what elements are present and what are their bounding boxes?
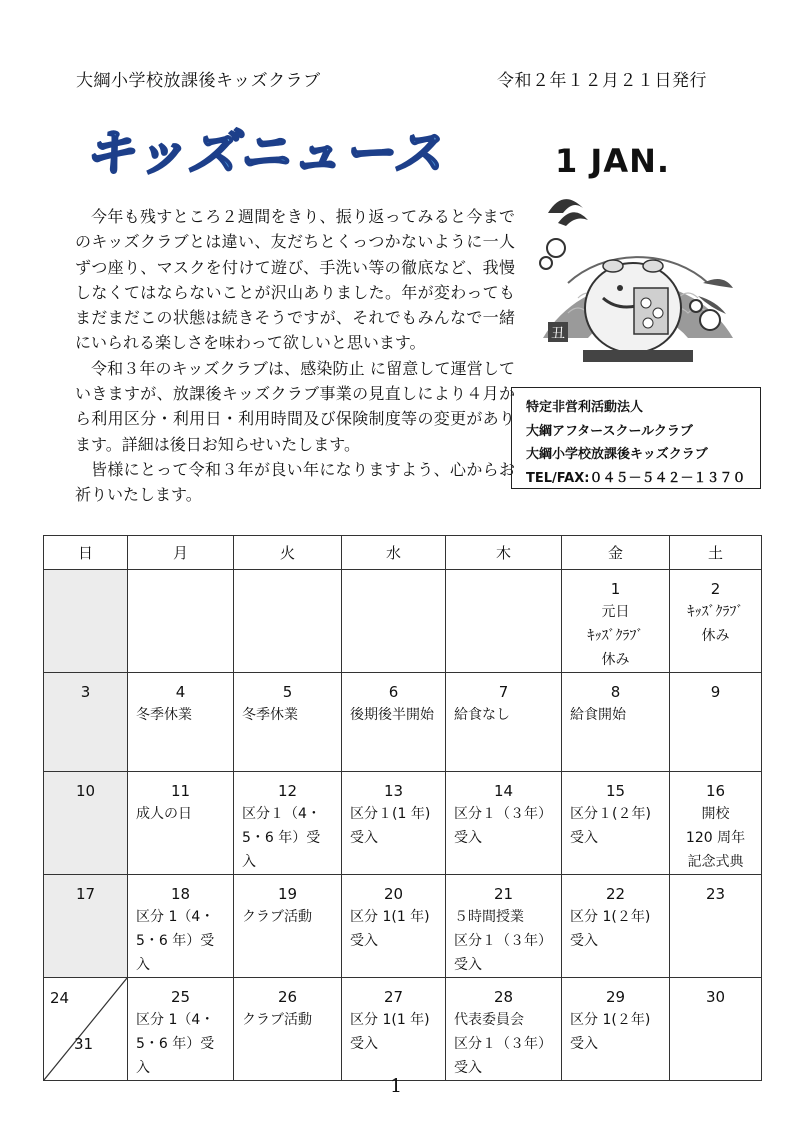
day-event: 給食開始 <box>570 707 626 723</box>
day-number: 24 <box>50 989 70 1007</box>
calendar-day-cell <box>44 570 128 673</box>
calendar-day-cell <box>342 978 446 1081</box>
day-event: ｷｯｽﾞｸﾗﾌﾞ 休み <box>687 604 744 644</box>
weekday-sat: 土 <box>670 536 762 570</box>
day-event: クラブ活動 <box>242 1012 312 1028</box>
intro-paragraph-1: 今年も残すところ２週間をきり、振り返ってみると今までのキッズクラブとは違い、友だちとくっつかないように一人ずつ座り、マスクを付けて遊び、手洗い等の徹底など、我慢しなくてはならないことが沢山ありました。年が変わってもまだまだこの状態は続きそうですが、それでもみんなで一緒にいられる楽しさを味わって欲しいと思います。 <box>75 207 515 353</box>
day-event: 区分 1（4・ 5・6 年）受 入 <box>136 909 215 973</box>
day-event: 後期後半開始 <box>350 707 434 723</box>
day-event: 区分１（4・ 5・6 年）受 入 <box>242 806 321 870</box>
day-number <box>234 570 341 578</box>
calendar-day-cell <box>670 772 762 875</box>
calendar-day-cell <box>446 772 562 875</box>
day-number: 25 <box>170 988 191 1006</box>
day-number: 13 <box>383 782 404 800</box>
calendar-week-row <box>44 875 762 978</box>
day-number: 27 <box>383 988 404 1006</box>
calendar-day-cell <box>670 570 762 673</box>
day-event: 開校 120 周年 記念式典 <box>685 806 746 870</box>
calendar-day-cell <box>342 570 446 673</box>
day-number: 3 <box>80 683 91 701</box>
weekday-fri: 金 <box>562 536 670 570</box>
calendar-day-cell <box>562 772 670 875</box>
day-number: 21 <box>493 885 514 903</box>
title-logo-graphic <box>78 118 498 188</box>
day-number: 6 <box>388 683 399 701</box>
day-event: 区分１(1 年) 受入 <box>350 806 431 846</box>
day-number <box>44 570 127 578</box>
day-event: 区分１（３年） 受入 <box>454 806 552 846</box>
day-number: 20 <box>383 885 404 903</box>
calendar-day-cell <box>670 875 762 978</box>
calendar-day-cell <box>128 978 234 1081</box>
calendar-week-row <box>44 978 762 1081</box>
calendar-week-row <box>44 570 762 673</box>
calendar-day-cell <box>562 875 670 978</box>
day-number: 26 <box>277 988 298 1006</box>
day-number: 28 <box>493 988 514 1006</box>
day-event: クラブ活動 <box>242 909 312 925</box>
calendar-day-cell <box>446 978 562 1081</box>
day-number: 5 <box>282 683 293 701</box>
day-event: 区分 1(1 年) 受入 <box>350 909 430 949</box>
day-number: 2 <box>710 580 721 598</box>
day-number <box>128 570 233 578</box>
calendar-day-cell <box>128 570 234 673</box>
ox-new-year-icon <box>538 188 738 377</box>
calendar-day-cell <box>44 673 128 772</box>
org-phone: TEL/FAX:０４５－５４２－１３７０ <box>526 470 746 486</box>
day-number: 4 <box>175 683 186 701</box>
day-number: 19 <box>277 885 298 903</box>
calendar-day-cell <box>446 875 562 978</box>
day-number: 17 <box>75 885 96 903</box>
weekday-wed: 水 <box>342 536 446 570</box>
weekday-thu: 木 <box>446 536 562 570</box>
school-name: 大綱小学校放課後キッズクラブ <box>76 71 321 91</box>
day-number: 15 <box>605 782 626 800</box>
calendar-week-row <box>44 673 762 772</box>
calendar-day-cell <box>562 673 670 772</box>
day-event: 冬季休業 <box>242 707 298 723</box>
day-number: 9 <box>710 683 721 701</box>
newsletter-title <box>78 118 498 192</box>
day-number: 7 <box>498 683 509 701</box>
calendar-day-cell <box>670 978 762 1081</box>
organization-contact-box <box>511 387 761 489</box>
day-event: 区分 1（4・ 5・6 年）受 入 <box>136 1012 215 1076</box>
day-number: 22 <box>605 885 626 903</box>
intro-paragraph-2: 令和３年のキッズクラブは、感染防止 に留意して運営していきますが、放課後キッズクラブ事業の見直しにより４月から利用区分・利用日・利用時間及び保険制度等の変更があります。詳細は後日お知らせいたします。 <box>75 358 515 454</box>
weekday-sun: 日 <box>44 536 128 570</box>
month-label: 1 JAN. <box>555 142 671 180</box>
intro-paragraph-3: 皆様にとって令和３年が良い年になりますよう、心からお祈りいたします。 <box>75 459 515 505</box>
day-event: 冬季休業 <box>136 707 192 723</box>
day-event: 区分 1(1 年) 受入 <box>350 1012 430 1052</box>
calendar-day-cell <box>44 772 128 875</box>
weekday-mon: 月 <box>128 536 234 570</box>
day-number <box>342 570 445 578</box>
day-number: 18 <box>170 885 191 903</box>
calendar-day-cell <box>446 673 562 772</box>
zodiac-badge: 丑 <box>551 326 565 342</box>
calendar-day-cell <box>128 875 234 978</box>
day-number-alt: 31 <box>74 1035 94 1053</box>
calendar-day-cell <box>234 875 342 978</box>
calendar-day-cell <box>234 673 342 772</box>
day-number: 29 <box>605 988 626 1006</box>
calendar-day-cell <box>128 673 234 772</box>
monthly-calendar <box>43 535 762 1081</box>
calendar-day-cell <box>670 673 762 772</box>
day-number: 1 <box>610 580 621 598</box>
day-number: 16 <box>705 782 726 800</box>
day-number: 30 <box>705 988 726 1006</box>
day-number <box>446 570 561 578</box>
weekday-tue: 火 <box>234 536 342 570</box>
calendar-day-cell <box>342 875 446 978</box>
day-number: 14 <box>493 782 514 800</box>
calendar-day-cell <box>234 772 342 875</box>
day-event: 代表委員会 区分１（３年） 受入 <box>454 1012 552 1076</box>
day-event: 元日 ｷｯｽﾞｸﾗﾌﾞ 休み <box>587 604 644 668</box>
calendar-day-cell <box>44 875 128 978</box>
issue-date: 令和２年１２月２１日発行 <box>497 71 707 91</box>
calendar-day-cell <box>234 978 342 1081</box>
calendar-day-cell <box>446 570 562 673</box>
calendar-day-cell <box>128 772 234 875</box>
page-number: 1 <box>390 1075 403 1097</box>
calendar-day-cell <box>562 978 670 1081</box>
calendar-week-row <box>44 772 762 875</box>
org-name: 大綱アフタースクールクラブ <box>526 423 693 439</box>
calendar-day-cell <box>234 570 342 673</box>
calendar-day-cell <box>342 673 446 772</box>
calendar-day-cell <box>562 570 670 673</box>
day-event: 成人の日 <box>136 806 192 822</box>
day-number: 8 <box>610 683 621 701</box>
day-event: 区分 1(２年) 受入 <box>570 1012 651 1052</box>
day-event: 区分１(２年) 受入 <box>570 806 651 846</box>
weekday-header-row <box>44 536 762 570</box>
day-event: ５時間授業 区分１（３年） 受入 <box>454 909 552 973</box>
org-type: 特定非営利活動法人 <box>526 400 644 415</box>
calendar-day-cell <box>342 772 446 875</box>
day-number: 12 <box>277 782 298 800</box>
day-event: 給食なし <box>454 707 510 723</box>
day-number: 11 <box>170 782 191 800</box>
day-number: 10 <box>75 782 96 800</box>
calendar-day-cell <box>44 978 128 1081</box>
org-club-name: 大綱小学校放課後キッズクラブ <box>526 447 708 462</box>
intro-text <box>75 204 515 508</box>
day-number: 23 <box>705 885 726 903</box>
day-event: 区分 1(２年) 受入 <box>570 909 651 949</box>
title-text: キッズニュース <box>84 124 445 182</box>
